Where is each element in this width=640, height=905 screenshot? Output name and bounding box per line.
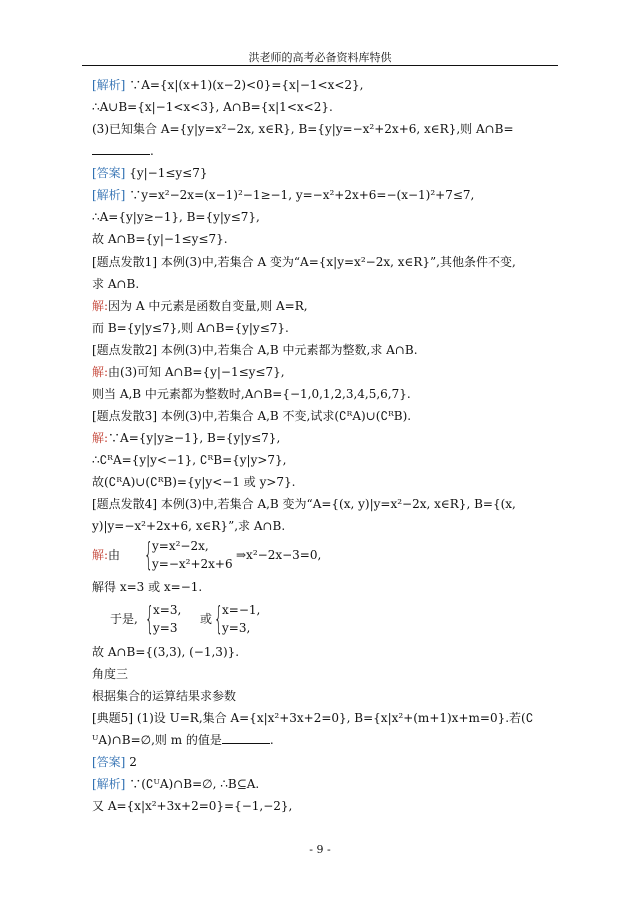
line-22-pre: 由 — [108, 548, 121, 562]
page-header: 洪老师的高考必备资料库特供 — [248, 51, 392, 64]
line-1-text: ∵A={x|(x+1)(x−2)<0}={x|−1<x<2}, — [129, 78, 364, 92]
line-1 — [92, 78, 364, 92]
line-5-text: {y|−1≤y≤7} — [129, 166, 208, 180]
answer-tag: [答案] — [92, 166, 126, 180]
line-15: 则当 A,B 中元素都为整数时,A∩B={−1,0,1,2,3,4,5,6,7}. — [92, 387, 411, 401]
line-14-text: 由(3)可知 A∩B={y|−1≤y≤7}, — [108, 365, 285, 379]
line-21: y)|y=−x²+2x+6, x∈R}”,求 A∩B. — [92, 519, 286, 533]
analysis-tag: [解析] — [92, 188, 126, 202]
line-17 — [92, 431, 280, 445]
line-22-lead — [92, 548, 120, 562]
line-25: 故 A∩B={(3,3), (−1,3)}. — [92, 645, 240, 659]
line-18: ∴∁ᴿA={y|y<−1}, ∁ᴿB={y|y>7}, — [92, 453, 287, 467]
left-brace: { — [144, 538, 153, 575]
line-31-text: ∵(∁ᵁA)∩B=∅, ∴B⊆A. — [129, 777, 260, 791]
answer-blank — [222, 733, 270, 744]
answer-blank — [92, 144, 150, 155]
line-26: 角度三 — [92, 667, 129, 681]
line-17-text: ∵A={y|y≥−1}, B={y|y≤7}, — [108, 431, 281, 445]
line-14 — [92, 365, 285, 379]
analysis-tag: [解析] — [92, 777, 126, 791]
header-rule — [82, 65, 558, 66]
line-30 — [92, 755, 137, 769]
line-30-text: 2 — [129, 755, 137, 769]
line-24-pre: 于是, — [110, 612, 138, 626]
line-13: [题点发散2] 本例(3)中,若集合 A,B 中元素都为整数,求 A∩B. — [92, 343, 418, 357]
line-29 — [92, 733, 274, 747]
solution-a-row-1: x=3, — [153, 603, 182, 617]
left-brace: { — [145, 602, 154, 639]
line-12: 而 B={y|y≤7},则 A∩B={y|y≤7}. — [92, 321, 289, 335]
line-16: [题点发散3] 本例(3)中,若集合 A,B 不变,试求(∁ᴿA)∪(∁ᴿB). — [92, 409, 412, 423]
line-6 — [92, 188, 474, 202]
line-7: ∴A={y|y≥−1}, B={y|y≤7}, — [92, 210, 260, 224]
line-27: 根据集合的运算结果求参数 — [92, 689, 237, 703]
line-6-text: ∵y=x²−2x=(x−1)²−1≥−1, y=−x²+2x+6=−(x−1)²+7≤7, — [129, 188, 475, 202]
system-row-1: y=x²−2x, — [152, 539, 209, 553]
line-29-end: . — [269, 733, 274, 747]
line-11 — [92, 299, 308, 313]
solution-tag: 解: — [92, 365, 109, 379]
line-31 — [92, 777, 259, 791]
system-row-2: y=−x²+2x+6 — [152, 557, 233, 571]
line-8: 故 A∩B={y|−1≤y≤7}. — [92, 232, 228, 246]
system-result: ⇒x²−2x−3=0, — [236, 548, 322, 562]
line-5 — [92, 166, 208, 180]
line-20: [题点发散4] 本例(3)中,若集合 A,B 变为“A={(x, y)|y=x²−2x, x∈R}, B={(x, — [92, 497, 516, 511]
line-23: 解得 x=3 或 x=−1. — [92, 580, 203, 594]
solution-tag: 解: — [92, 431, 109, 445]
line-3: (3)已知集合 A={y|y=x²−2x, x∈R}, B={y|y=−x²+2x+6, x∈R},则 A∩B= — [92, 122, 514, 136]
line-4 — [92, 144, 154, 158]
line-10: 求 A∩B. — [92, 277, 140, 291]
solution-b-row-1: x=−1, — [222, 603, 261, 617]
line-28: [典题5] (1)设 U=R,集合 A={x|x²+3x+2=0}, B={x|x²+(m+1)x+m=0}.若(∁ — [92, 711, 534, 725]
solution-or: 或 — [200, 612, 213, 626]
line-4-end: . — [150, 144, 154, 158]
line-2: ∴A∪B={x|−1<x<3}, A∩B={x|1<x<2}. — [92, 100, 333, 114]
line-9: [题点发散1] 本例(3)中,若集合 A 变为“A={x|y=x²−2x, x∈R}”,其他条件不变, — [92, 255, 516, 269]
line-19: 故(∁ᴿA)∪(∁ᴿB)={y|y<−1 或 y>7}. — [92, 475, 296, 489]
solution-tag: 解: — [92, 299, 109, 313]
solution-b-row-2: y=3, — [222, 621, 251, 635]
left-brace: { — [214, 602, 223, 639]
analysis-tag: [解析] — [92, 78, 126, 92]
solution-tag: 解: — [92, 548, 109, 562]
line-29-pre: ᵁA)∩B=∅,则 m 的值是 — [92, 733, 222, 747]
answer-tag: [答案] — [92, 755, 126, 769]
line-11-text: 因为 A 中元素是函数自变量,则 A=R, — [108, 299, 308, 313]
line-32: 又 A={x|x²+3x+2=0}={−1,−2}, — [92, 799, 293, 813]
solution-a-row-2: y=3 — [153, 621, 178, 635]
page-number: - 9 - — [309, 843, 331, 856]
